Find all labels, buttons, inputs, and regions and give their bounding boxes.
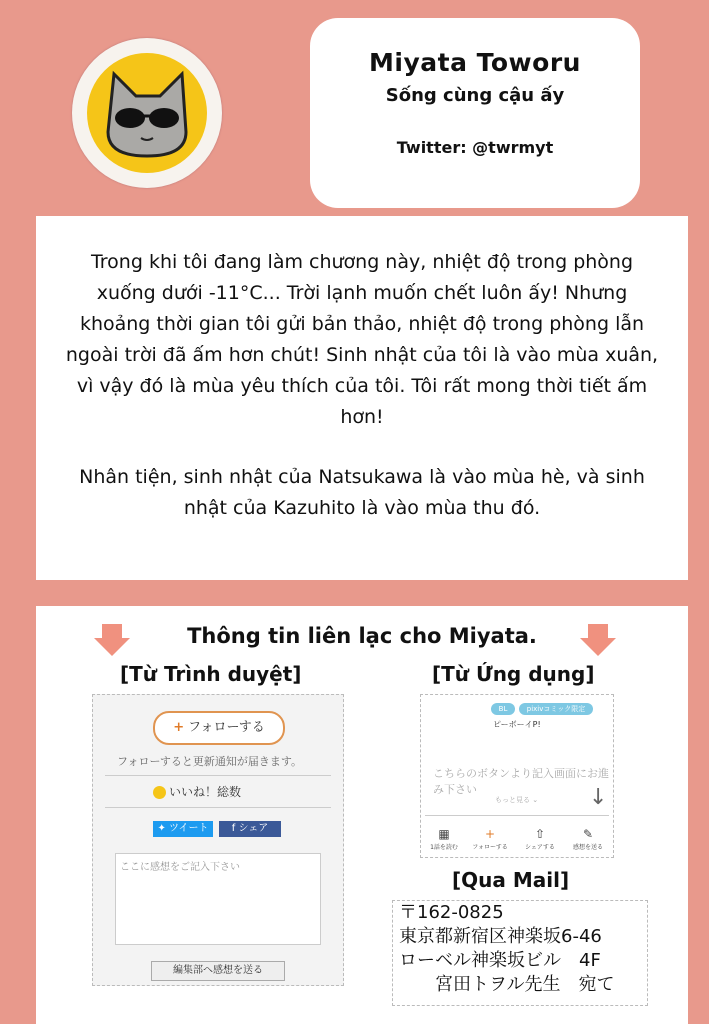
contact-title: Thông tin liên lạc cho Miyata. xyxy=(187,624,537,648)
address-line: 東京都新宿区神楽坂6-46 xyxy=(399,926,602,947)
follow-button[interactable] xyxy=(153,711,285,745)
author-card xyxy=(310,18,640,208)
series-title: Sống cùng cậu ấy xyxy=(385,85,565,106)
work-title: ピーボーイP! xyxy=(493,720,541,729)
divider xyxy=(105,775,331,776)
edit-icon: ✎ xyxy=(582,827,594,841)
author-note xyxy=(36,216,688,580)
follow-notice: フォローすると更新通知が届きます。 xyxy=(117,755,303,768)
app-prompt: こちらのボタンより記入画面にお進み下さい xyxy=(433,767,609,796)
nav-label: フォローする xyxy=(472,844,508,851)
note-paragraph-1: Trong khi tôi đang làm chương này, nhiệt độ trong phòng xuống dưới -11°C... Trời lạnh muốn chết luôn ấy! Nhưng khoảng thời gian tôi gửi bản thảo, nhiệt độ trong phòng lẫn ngoài trời đã ấm hơn chút! Sinh nhật của tôi là vào mùa xuân, vì vậy đó là mùa yêu thích của tôi. Tôi rất mong thời tiết ấm hơn! xyxy=(65,251,659,428)
nav-share[interactable] xyxy=(521,827,559,851)
follow-label: フォローする xyxy=(188,720,265,735)
plus-icon: + xyxy=(173,720,185,735)
nav-feedback[interactable] xyxy=(569,827,607,851)
divider xyxy=(105,807,331,808)
author-name: Miyata Toworu xyxy=(369,48,581,77)
send-feedback-button[interactable]: 編集部へ感想を送る xyxy=(151,961,285,981)
more-label: もっと見る xyxy=(495,796,530,804)
mail-address xyxy=(392,900,648,1006)
twitter-bird-icon: ✦ xyxy=(157,823,170,834)
share-label: シェア xyxy=(238,823,269,834)
author-avatar xyxy=(72,38,222,188)
note-paragraph-2: Nhân tiện, sinh nhật của Natsukawa là vào mùa hè, và sinh nhật của Kazuhito là vào mùa thu đó. xyxy=(79,466,645,519)
tag-badge: pixivコミック限定 xyxy=(519,703,593,715)
comment-textarea[interactable]: ここに感想をご記入下さい xyxy=(115,853,321,945)
app-section-label: [Từ Ứng dụng] xyxy=(432,662,595,686)
tweet-button[interactable] xyxy=(153,821,213,837)
like-label: いいね！総数 xyxy=(169,785,242,799)
chevron-down-icon: ⌄ xyxy=(532,796,539,804)
share-icon: ⇧ xyxy=(534,827,546,841)
arrow-down-icon: ↓ xyxy=(589,785,608,810)
like-count[interactable] xyxy=(153,783,241,800)
plus-icon: + xyxy=(484,827,496,841)
nav-read[interactable] xyxy=(425,827,463,851)
nav-label: 感想を送る xyxy=(572,844,603,851)
tweet-label: ツイート xyxy=(169,823,209,834)
mail-section-label: [Qua Mail] xyxy=(452,868,570,892)
divider xyxy=(425,815,609,816)
cat-with-sunglasses-icon xyxy=(86,52,208,174)
nav-label: シェアする xyxy=(525,844,555,851)
share-button[interactable] xyxy=(219,821,281,837)
smile-icon xyxy=(153,786,166,799)
book-icon: ▦ xyxy=(438,827,450,841)
building-line: ローベル神楽坂ビル 4F xyxy=(399,950,601,971)
tag-badge: BL xyxy=(491,703,515,715)
app-screenshot xyxy=(420,694,614,858)
contact-panel xyxy=(36,606,688,1024)
nav-follow[interactable] xyxy=(471,827,509,851)
twitter-handle[interactable]: Twitter: @twrmyt xyxy=(396,138,554,157)
facebook-icon: f xyxy=(231,823,239,834)
browser-section-label: [Từ Trình duyệt] xyxy=(120,662,302,686)
nav-label: 1話を読む xyxy=(430,844,458,851)
more-link[interactable] xyxy=(495,795,538,805)
browser-screenshot xyxy=(92,694,344,986)
recipient-line: 宮田トヲル先生 宛て xyxy=(435,974,615,995)
postal-code: 〒162-0825 xyxy=(399,902,504,923)
